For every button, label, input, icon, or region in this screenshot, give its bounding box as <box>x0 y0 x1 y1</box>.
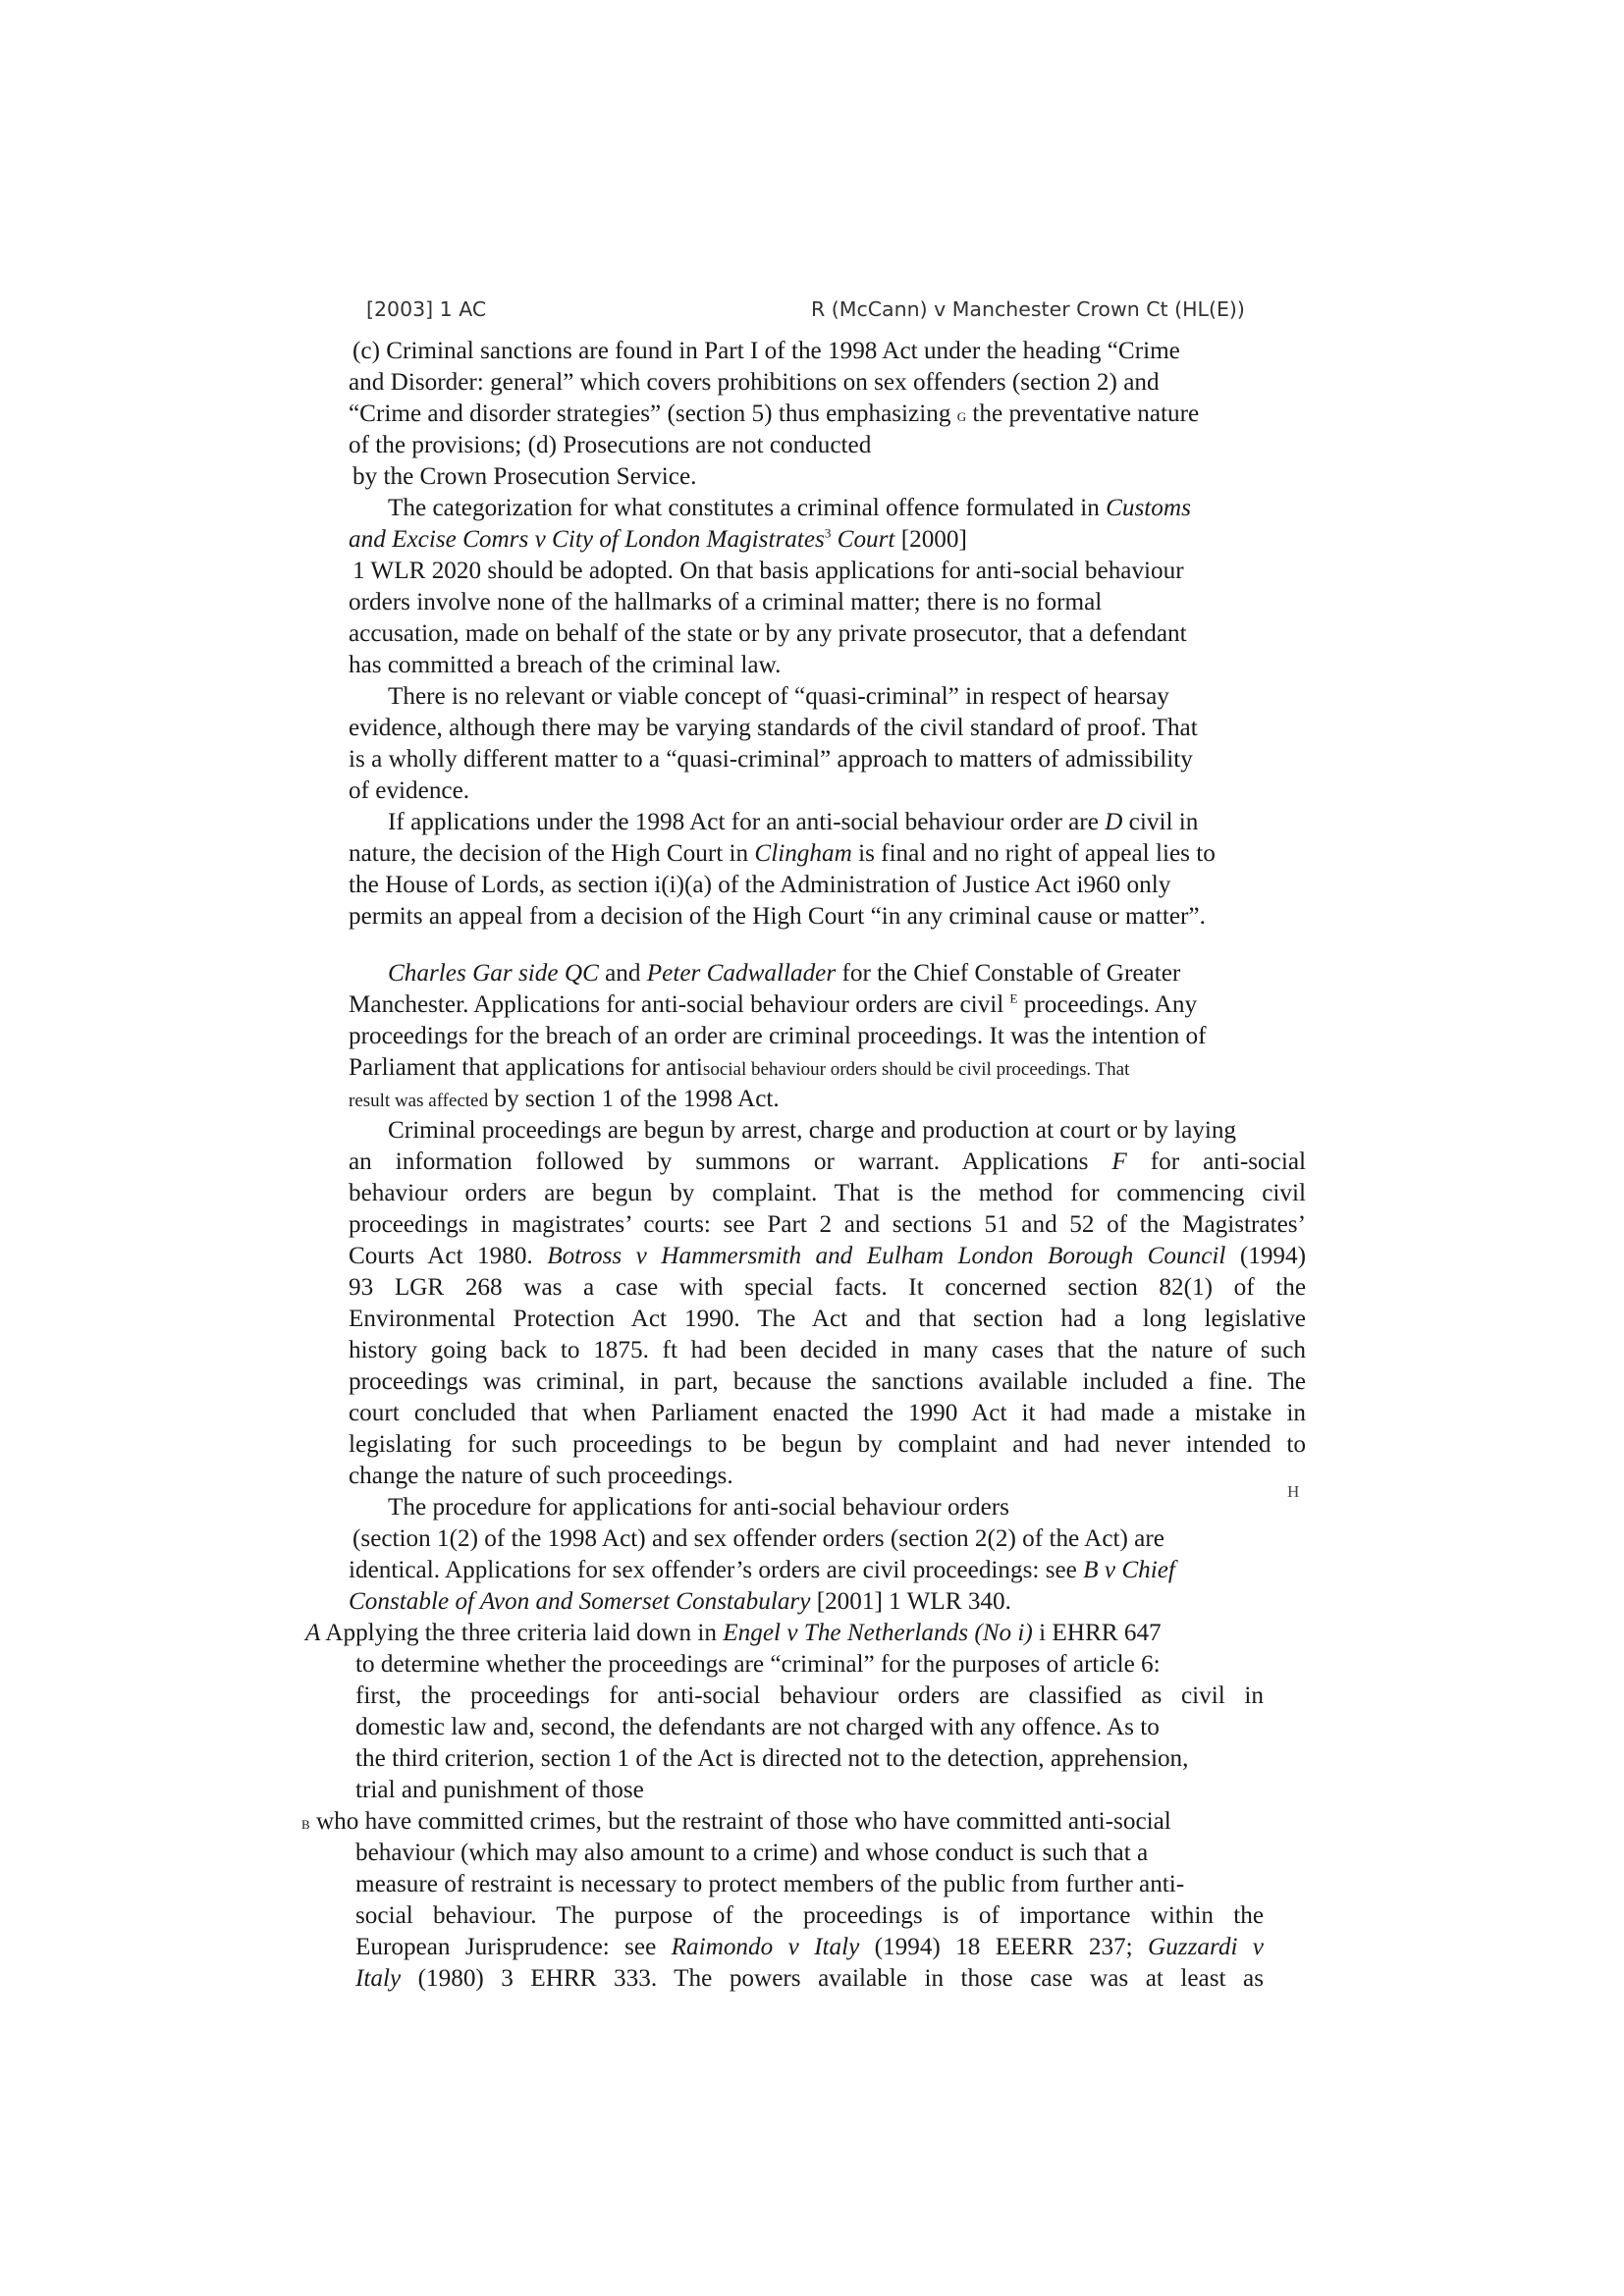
margin-marker-g: G <box>956 409 967 424</box>
text-line: is a wholly different matter to a “quasi-criminal” approach to matters of admissibility <box>349 746 1193 773</box>
text-line: and Excise Comrs v City of London Magistrates$^3$ Court [2000] <box>349 525 967 553</box>
text-line: the third criterion, section 1 of the Act is directed not to the detection, apprehension, <box>355 1745 1189 1772</box>
case-citation: and Excise Comrs v City of London Magistrates <box>349 526 825 553</box>
text-line: behaviour orders are begun by complaint. That is the method for commencing civil <box>349 1180 1306 1206</box>
text-line: proceedings in magistrates’ courts: see Part 2 and sections 51 and 52 of the Magistrates’ <box>349 1211 1306 1238</box>
running-header-citation: [2003] 1 AC <box>366 297 487 321</box>
text-line: B who have committed crimes, but the restraint of those who have committed anti-social <box>301 1808 1171 1835</box>
margin-marker-h: H <box>1287 1482 1300 1501</box>
case-citation: Italy <box>355 1965 402 1992</box>
text-line: permits an appeal from a decision of the High Court “in any criminal cause or matter”. <box>349 903 1206 930</box>
text-line: Italy (1980) 3 EHRR 333. The powers available in those case was at least as <box>355 1965 1264 1992</box>
margin-marker-f: F <box>1111 1148 1127 1175</box>
case-citation: Customs <box>1106 495 1191 521</box>
text-line: A Applying the three criteria laid down in Engel v The Netherlands (No i) i EHRR 647 <box>305 1620 1162 1646</box>
text-line: history going back to 1875. ft had been decided in many cases that the nature of such <box>349 1337 1306 1363</box>
text-line: measure of restraint is necessary to protect members of the public from further anti- <box>355 1871 1185 1897</box>
text-line: identical. Applications for sex offender’s orders are civil proceedings: see B v Chief <box>349 1557 1175 1583</box>
text-line: If applications under the 1998 Act for an anti-social behaviour order are D civil in <box>388 809 1199 835</box>
text-line: accusation, made on behalf of the state or by any private prosecutor, that a defendant <box>349 620 1187 647</box>
case-citation: Engel v The Netherlands (No i) <box>723 1620 1033 1646</box>
text-line: There is no relevant or viable concept of “quasi-criminal” in respect of hearsay <box>388 683 1169 710</box>
text-line: (section 1(2) of the 1998 Act) and sex offender orders (section 2(2) of the Act) are <box>352 1525 1164 1552</box>
case-citation: Guzzardi v <box>1148 1934 1264 1960</box>
running-header-case-name: R (McCann) v Manchester Crown Ct (HL(E)) <box>811 297 1245 321</box>
case-citation: B v Chief <box>1083 1557 1175 1583</box>
case-citation: Botross v Hammersmith and Eulham London Borough Council <box>547 1243 1226 1269</box>
text-line: European Jurisprudence: see Raimondo v Italy (1994) 18 EEERR 237; Guzzardi v <box>355 1934 1264 1960</box>
text-line: Courts Act 1980. Botross v Hammersmith and Eulham London Borough Council (1994) <box>349 1243 1306 1269</box>
text-line: has committed a breach of the criminal law. <box>349 652 782 678</box>
margin-marker-d: D <box>1105 809 1123 835</box>
case-citation: Raimondo v Italy <box>671 1934 860 1960</box>
text-line: change the nature of such proceedings. <box>349 1463 733 1489</box>
text-line: “Crime and disorder strategies” (section 5) thus emphasizing G the preventative nature <box>349 400 1200 427</box>
text-line: and Disorder: general” which covers prohibitions on sex offenders (section 2) and <box>349 369 1160 396</box>
text-line: of the provisions; (d) Prosecutions are not conducted <box>349 432 872 458</box>
text-line: The procedure for applications for anti-social behaviour orders <box>388 1494 1009 1521</box>
text-line: an information followed by summons or warrant. Applications F for anti-social <box>349 1148 1307 1175</box>
text-line: proceedings for the breach of an order are criminal proceedings. It was the intention of <box>349 1023 1207 1049</box>
text-line: behaviour (which may also amount to a crime) and whose conduct is such that a <box>355 1840 1149 1866</box>
text-line: proceedings was criminal, in part, because the sanctions available included a fine. The <box>349 1368 1306 1395</box>
text-line: result was affected by section 1 of the 1998 Act. <box>349 1086 780 1112</box>
case-citation: Clingham <box>754 840 852 867</box>
text-line: the House of Lords, as section i(i)(a) of the Administration of Justice Act i960 only <box>349 872 1171 898</box>
margin-marker-e: E <box>1009 990 1018 1006</box>
text-line: of evidence. <box>349 777 470 804</box>
text-line: to determine whether the proceedings are “criminal” for the purposes of article 6: <box>355 1651 1161 1678</box>
text-line: orders involve none of the hallmarks of a criminal matter; there is no formal <box>349 589 1103 615</box>
text-line: nature, the decision of the High Court in Clingham is final and no right of appeal lies to <box>349 840 1216 867</box>
counsel-name: Peter Cadwallader <box>646 960 837 987</box>
text-line: Parliament that applications for antisocial behaviour orders should be civil proceedings. That <box>349 1054 1130 1081</box>
text-line: evidence, although there may be varying standards of the civil standard of proof. That <box>349 715 1198 741</box>
text-line: by the Crown Prosecution Service. <box>352 463 697 490</box>
text-line: Environmental Protection Act 1990. The Act and that section had a long legislative <box>349 1306 1306 1332</box>
text-line: Criminal proceedings are begun by arrest, charge and production at court or by laying <box>388 1117 1237 1144</box>
case-citation: Constable of Avon and Somerset Constabulary <box>349 1588 811 1615</box>
counsel-name: Charles Gar side QC <box>388 960 599 987</box>
footnote-mark: 3 <box>824 525 832 541</box>
margin-marker-a: A <box>305 1620 321 1646</box>
text-line: legislating for such proceedings to be begun by complaint and had never intended to <box>349 1431 1306 1458</box>
text-line: (c) Criminal sanctions are found in Part I of the 1998 Act under the heading “Crime <box>352 338 1180 364</box>
text-line: domestic law and, second, the defendants are not charged with any offence. As to <box>355 1714 1160 1740</box>
text-line: The categorization for what constitutes a criminal offence formulated in Customs <box>388 495 1191 521</box>
text-line: 1 WLR 2020 should be adopted. On that basis applications for anti-social behaviour <box>352 558 1184 584</box>
text-line: Charles Gar side QC and Peter Cadwallader for the Chief Constable of Greater <box>388 960 1181 987</box>
text-line: social behaviour. The purpose of the proceedings is of importance within the <box>355 1902 1264 1929</box>
text-line: court concluded that when Parliament enacted the 1990 Act it had made a mistake in <box>349 1400 1306 1426</box>
margin-marker-b: B <box>301 1817 310 1832</box>
text-line: Manchester. Applications for anti-social behaviour orders are civil $^E$ proceedings. Any <box>349 990 1198 1018</box>
text-line: 93 LGR 268 was a case with special facts. It concerned section 82(1) of the <box>349 1274 1306 1301</box>
text-line: first, the proceedings for anti-social behaviour orders are classified as civil in <box>355 1682 1264 1709</box>
text-line: trial and punishment of those <box>355 1777 644 1803</box>
text-line: Constable of Avon and Somerset Constabulary [2001] 1 WLR 340. <box>349 1588 1011 1615</box>
